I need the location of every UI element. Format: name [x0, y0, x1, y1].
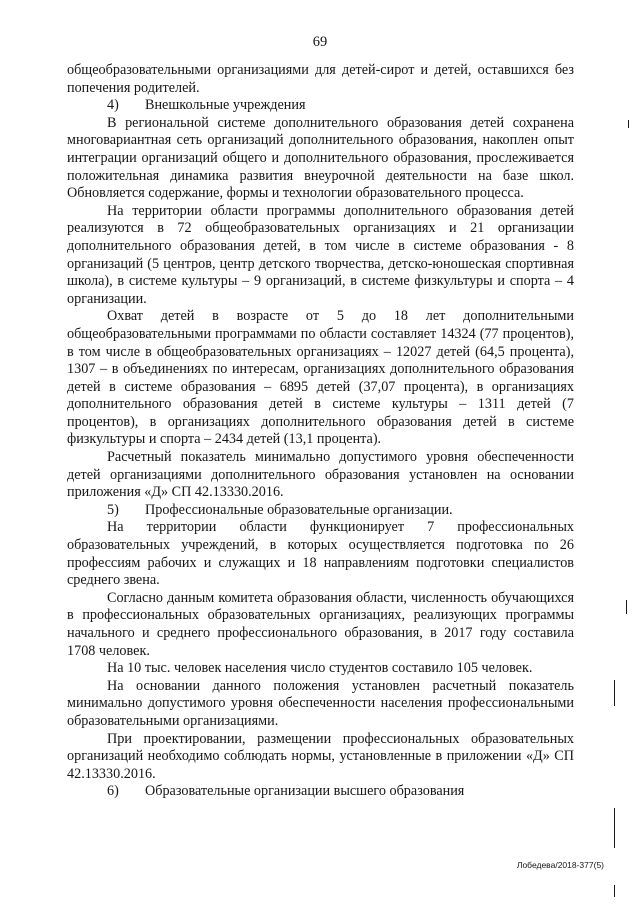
section-number: 6) — [107, 783, 119, 800]
scan-edge-mark — [626, 600, 627, 614]
paragraph: При проектировании, размещении профессиональных образовательных организаций необходимо соблюдать нормы, установленные в приложении «Д» СП 42.13330.2016. — [67, 730, 574, 782]
document-footer-code: Лобедева/2018-377(5) — [516, 860, 604, 870]
scan-edge-mark — [628, 120, 629, 128]
paragraph: В региональной системе дополнительного образования детей сохранена многовариантная сеть организаций дополнительного образования, накоплен опыт интеграции организаций общего и дополнительного образования, прослеживается положительная динамика развития внеурочной деятельности на базе школ. Обновляется содержание, формы и технологии образовательного процесса. — [67, 114, 574, 202]
section-heading-6 — [67, 783, 574, 801]
paragraph: На 10 тыс. человек населения число студентов составило 105 человек. — [107, 660, 533, 677]
scan-edge-mark — [614, 808, 615, 848]
section-heading-4 — [67, 97, 574, 115]
section-number: 4) — [107, 97, 119, 114]
section-title: Профессиональные образовательные организации. — [145, 501, 453, 518]
section-title: Образовательные организации высшего образования — [145, 783, 465, 800]
section-title: Внешкольные учреждения — [145, 97, 306, 114]
scan-edge-mark — [614, 680, 615, 706]
paragraph: На территории области функционирует 7 профессиональных образовательных учреждений, в которых осуществляется подготовка по 26 профессиям рабочих и служащих и 18 направлениям подготовки специалистов среднего звена. — [67, 519, 574, 589]
section-heading-5 — [67, 502, 574, 520]
paragraph-continuation: общеобразовательными организациями для детей-сирот и детей, оставшихся без попечения родителей. — [67, 62, 574, 96]
paragraph: На территории области программы дополнительного образования детей реализуются в 72 общеобразовательных организациях и 21 организации дополнительного образования детей, в том числе в системе образования - 8 организаций (5 центров, центр детского творчества, детско-юношеская спортивная школа), в системе культуры – 9 организаций, в системе физкультуры и спорта – 4 организации. — [67, 202, 574, 307]
scan-edge-mark — [614, 885, 615, 897]
body-text — [67, 62, 574, 801]
paragraph: На основании данного положения установлен расчетный показатель минимально допустимого уровня обеспеченности населения профессиональными образовательными организациями. — [67, 677, 574, 729]
paragraph: Охват детей в возрасте от 5 до 18 лет дополнительными общеобразовательными программами по области составляет 14324 (77 процентов), в том числе в общеобразовательных организациях – 12027 детей (64,5 процента), 1307 – в объединениях по интересам, организациях дополнительного образования детей в системе образования – 6895 детей (37,07 процента), в организациях дополнительного образования детей в системе культуры – 1311 детей (7 процентов), в организациях дополнительного образования детей в системе физкультуры и спорта – 2434 детей (13,1 процента). — [67, 308, 574, 448]
section-number: 5) — [107, 501, 119, 518]
paragraph: Расчетный показатель минимально допустимого уровня обеспеченности детей организациями дополнительного образования установлен на основании приложения «Д» СП 42.13330.2016. — [67, 449, 574, 501]
page-number: 69 — [312, 34, 328, 50]
paragraph: Согласно данным комитета образования области, численность обучающихся в профессиональных образовательных организациях, реализующих программы начального и среднего профессионального образования, в 2017 году составила 1708 человек. — [67, 589, 574, 659]
